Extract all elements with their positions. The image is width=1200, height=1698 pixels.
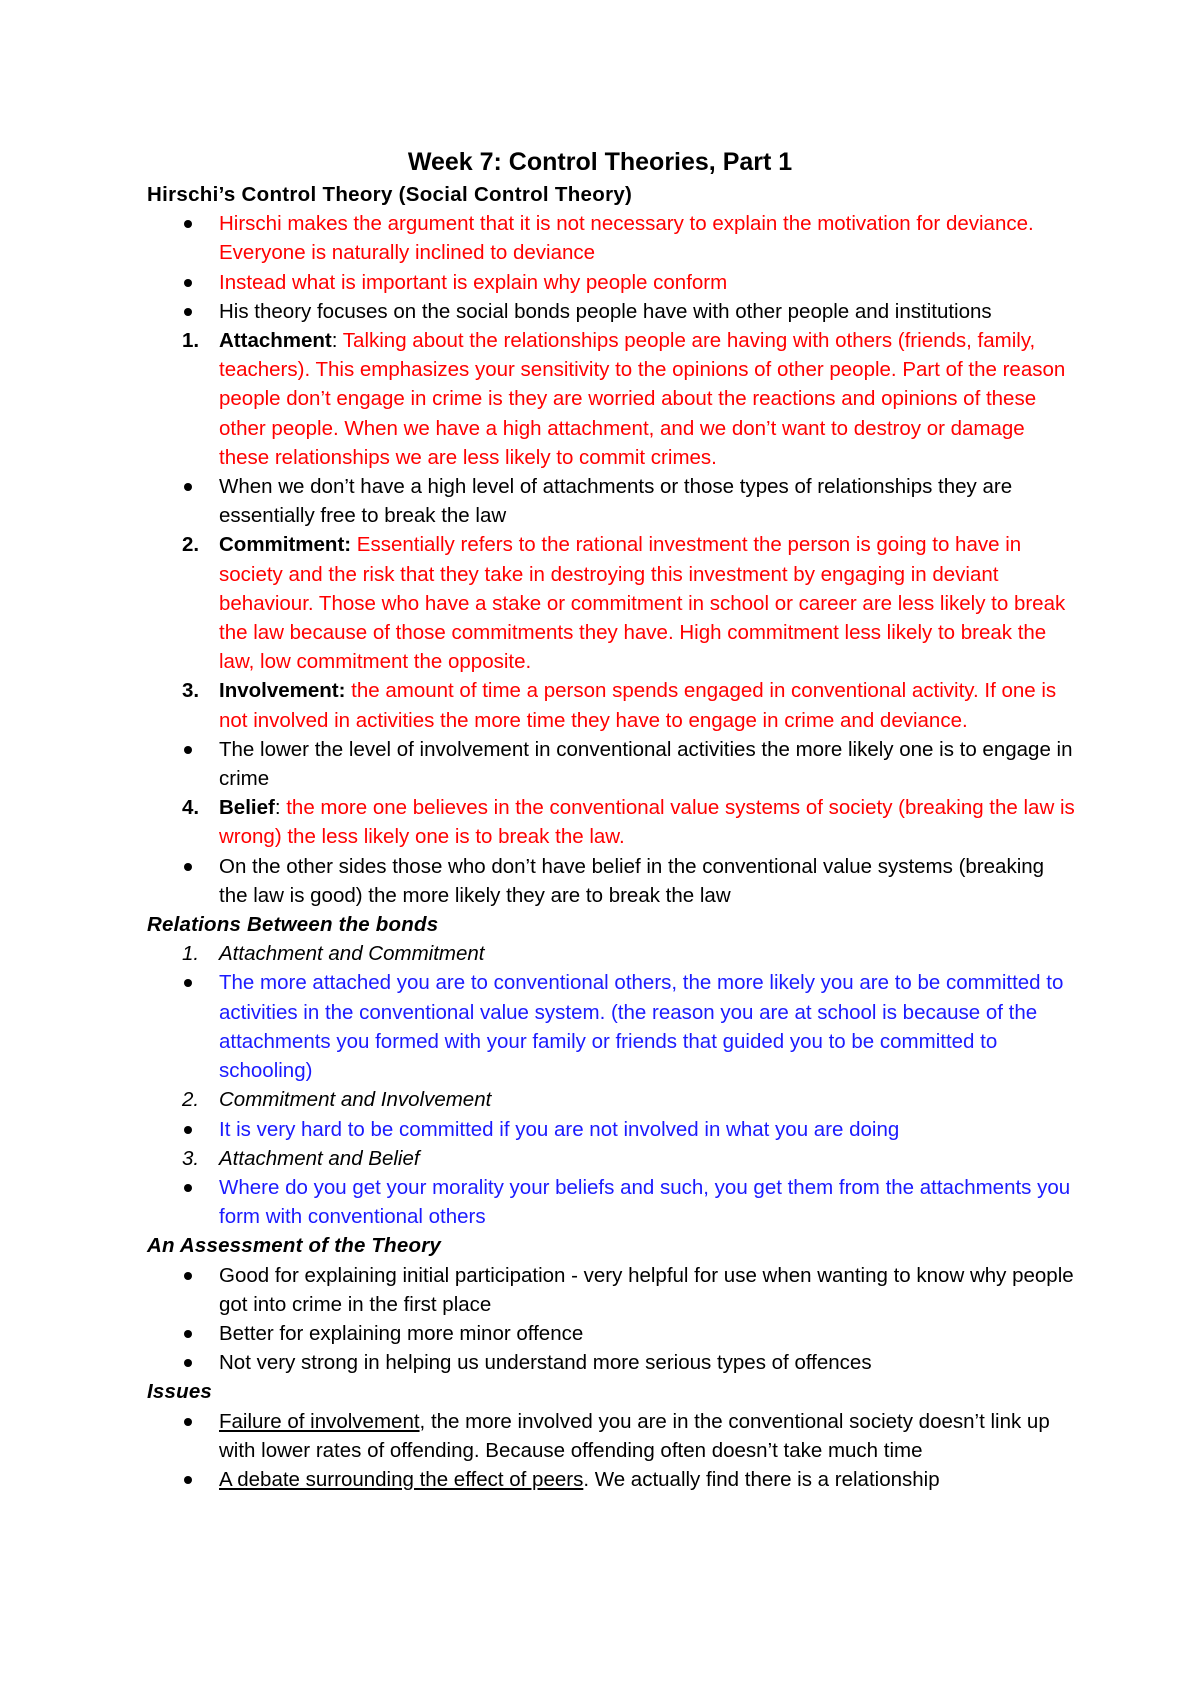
section-heading-issues: Issues	[147, 1380, 213, 1404]
document-body	[147, 180, 1077, 1494]
list-number: 1.	[182, 329, 200, 353]
section-heading-relations: Relations Between the bonds	[147, 913, 439, 937]
bullet-icon	[184, 308, 192, 316]
definition: Essentially refers to the rational investment the person is going to have in society and the risk that they take in destroying this investment by engaging in deviant behaviour. Those who have a stake or commitment in school or career are less likely to break the law because of those commitments they have. High commitment less likely to break the law, low commitment the opposite.	[219, 533, 1066, 674]
list-item: Better for explaining more minor offence	[147, 1319, 1077, 1348]
numbered-item-pair: 2. Commitment and Involvement	[147, 1085, 1077, 1114]
list-item: Not very strong in helping us understand more serious types of offences	[147, 1348, 1077, 1377]
bullet-icon	[184, 279, 192, 287]
definition: the amount of time a person spends engaged in conventional activity. If one is not involved in activities the more time they have to engage in crime and deviance.	[219, 679, 1057, 732]
bullet-icon	[184, 1418, 192, 1426]
bullet-icon	[184, 220, 192, 228]
underlined-term: Failure of involvement	[219, 1409, 420, 1433]
list-item: Failure of involvement, the more involved you are in the conventional society doesn’t link up with lower rates of offending. Because offending often doesn’t take much time	[147, 1407, 1077, 1465]
term: Belief	[219, 796, 275, 820]
numbered-item-pair: 1. Attachment and Commitment	[147, 939, 1077, 968]
section-heading-hirschi: Hirschi’s Control Theory (Social Control Theory)	[147, 183, 633, 206]
bullet-icon	[184, 1359, 192, 1367]
list-number: 1.	[182, 942, 200, 966]
list-number: 3.	[182, 679, 200, 703]
list-item: Hirschi makes the argument that it is not necessary to explain the motivation for deviance. Everyone is naturally inclined to deviance	[147, 209, 1077, 267]
bullet-icon	[184, 483, 192, 491]
list-item: The more attached you are to conventional others, the more likely you are to be committed to activities in the conventional value system. (the reason you are at school is because of the attachments you formed with your family or friends that guided you to be committed to schooling)	[147, 968, 1077, 1085]
term: Commitment:	[219, 533, 352, 557]
list-item: Where do you get your morality your beliefs and such, you get them from the attachments you form with conventional others	[147, 1173, 1077, 1231]
list-item: It is very hard to be committed if you are not involved in what you are doing	[147, 1115, 1077, 1144]
list-number: 4.	[182, 796, 200, 820]
numbered-item-involvement	[147, 676, 1077, 734]
list-number: 2.	[182, 1088, 200, 1112]
numbered-item-attachment: 1. Attachment: Talking about the relationships people are having with others (friends, family, teachers). This emphasizes your sensitivity to the opinions of other people. Part of the reason people don’t engage in crime is they are worried about the reactions and opinions of these other people. When we have a high attachment, and we don’t want to destroy or damage these relationships we are less likely to commit crimes.	[147, 326, 1077, 472]
list-item: Instead what is important is explain why people conform	[147, 268, 1077, 297]
list-item: The lower the level of involvement in conventional activities the more likely one is to engage in crime	[147, 735, 1077, 793]
term: Involvement:	[219, 679, 346, 703]
section-heading-assessment: An Assessment of the Theory	[147, 1234, 441, 1258]
bullet-icon	[184, 979, 192, 987]
bullet-icon	[184, 746, 192, 754]
list-item: When we don’t have a high level of attachments or those types of relationships they are essentially free to break the law	[147, 472, 1077, 530]
list-number: 2.	[182, 533, 200, 557]
definition: the more one believes in the conventional value systems of society (breaking the law is wrong) the less likely one is to break the law.	[219, 796, 1075, 849]
bullet-icon	[184, 1184, 192, 1192]
numbered-item-pair: 3. Attachment and Belief	[147, 1144, 1077, 1173]
list-item: His theory focuses on the social bonds people have with other people and institutions	[147, 297, 1077, 326]
bullet-icon	[184, 1126, 192, 1134]
bullet-icon	[184, 1330, 192, 1338]
bullet-icon	[184, 1272, 192, 1280]
term: Attachment	[219, 329, 332, 353]
underlined-term: A debate surrounding the effect of peers	[219, 1467, 584, 1491]
numbered-item-commitment	[147, 530, 1077, 676]
numbered-item-belief: 4. Belief: the more one believes in the conventional value systems of society (breaking the law is wrong) the less likely one is to break the law.	[147, 793, 1077, 851]
list-number: 3.	[182, 1146, 200, 1170]
page-title: Week 7: Control Theories, Part 1	[407, 148, 793, 176]
definition: Talking about the relationships people are having with others (friends, family, teachers). This emphasizes your sensitivity to the opinions of other people. Part of the reason people don’t engage in crime is they are worried about the reactions and opinions of these other people. When we have a high attachment, and we don’t want to destroy or damage these relationships we are less likely to commit crimes.	[219, 329, 1066, 469]
list-item: Good for explaining initial participation - very helpful for use when wanting to know why people got into crime in the first place	[147, 1261, 1077, 1319]
list-item: On the other sides those who don’t have belief in the conventional value systems (breaking the law is good) the more likely they are to break the law	[147, 852, 1077, 910]
list-item: A debate surrounding the effect of peers. We actually find there is a relationship	[147, 1465, 1077, 1494]
bullet-icon	[184, 863, 192, 871]
bullet-icon	[184, 1476, 192, 1484]
